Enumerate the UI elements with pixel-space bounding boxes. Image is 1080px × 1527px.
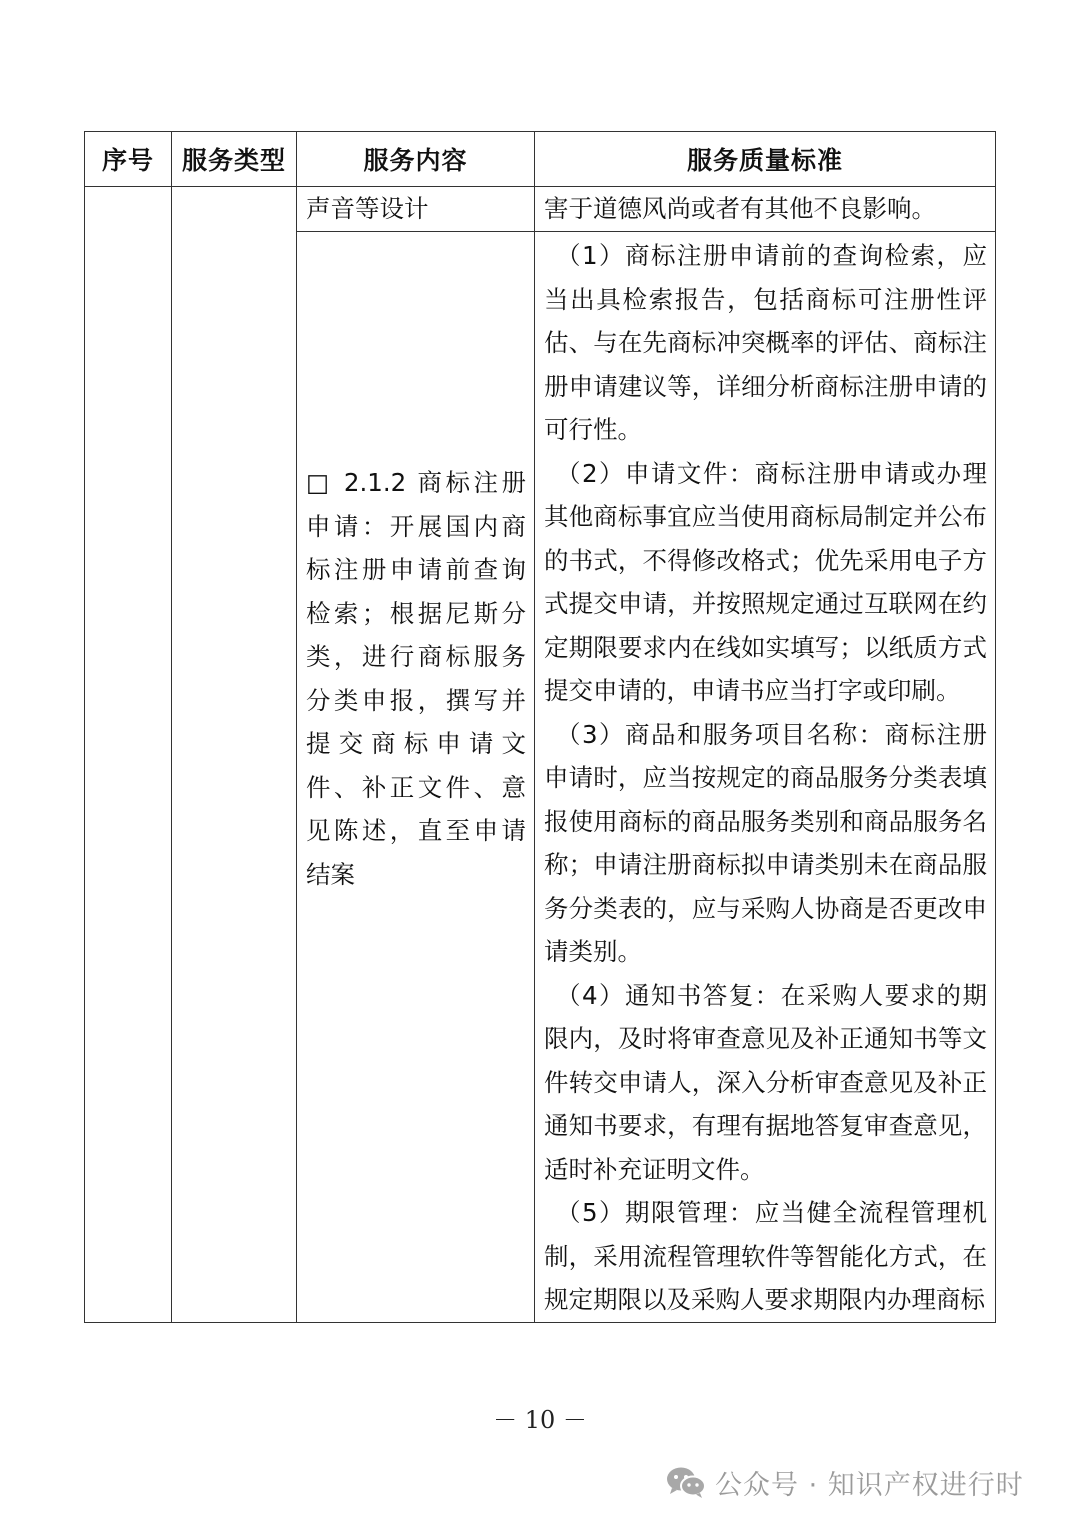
serial-number-cell [85,187,172,1323]
service-content-text: 声音等设计 [306,194,429,223]
header-service-type: 服务类型 [172,132,297,187]
header-serial-number: 序号 [85,132,172,187]
watermark [665,1462,1024,1502]
header-quality-standard: 服务质量标准 [535,132,996,187]
service-standard-table [84,131,996,1323]
quality-standard-text: 害于道德风尚或者有其他不良影响。 [544,194,936,223]
standard-item-4: （4）通知书答复：在采购人要求的期限内，及时将审查意见及补正通知书等文件转交申请人，深入分析审查意见及补正通知书要求，有理有据地答复审查意见，适时补充证明文件。 [544,980,987,1184]
standard-item-5: （5）期限管理：应当健全流程管理机制，采用流程管理软件等智能化方式，在规定期限以及采购人要求期限内办理商标 [544,1198,987,1314]
service-type-cell [172,187,297,1323]
standard-item-2: （2）申请文件：商标注册申请或办理其他商标事宜应当使用商标局制定并公布的书式，不得修改格式；优先采用电子方式提交申请，并按照规定通过互联网在约定期限要求内在线如实填写；以纸质方式提交申请的，申请书应当打字或印刷。 [544,458,987,705]
watermark-text: 公众号 · 知识产权进行时 [715,1469,1024,1501]
trademark-registration-content: □ 2.1.2 商标注册申请：开展国内商标注册申请前查询检索；根据尼斯分类，进行商标服务分类申报，撰写并提交商标申请文件、补正文件、意见陈述，直至申请结案 [306,468,526,889]
quality-standard-cell [535,187,996,232]
service-content-cell [297,232,535,1323]
wechat-icon [665,1465,707,1499]
table-row [85,187,996,232]
service-content-cell [297,187,535,232]
page-number: － 10 － [493,1406,587,1434]
header-service-content: 服务内容 [297,132,535,187]
standard-item-3: （3）商品和服务项目名称：商标注册申请时，应当按规定的商品服务分类表填报使用商标的商品服务类别和商品服务名称；申请注册商标拟申请类别未在商品服务分类表的，应与采购人协商是否更改申请类别。 [544,719,987,966]
standard-item-1: （1）商标注册申请前的查询检索，应当出具检索报告，包括商标可注册性评估、与在先商标冲突概率的评估、商标注册申请建议等，详细分析商标注册申请的可行性。 [544,241,987,444]
quality-standard-cell [535,232,996,1323]
table-header-row [85,132,996,187]
